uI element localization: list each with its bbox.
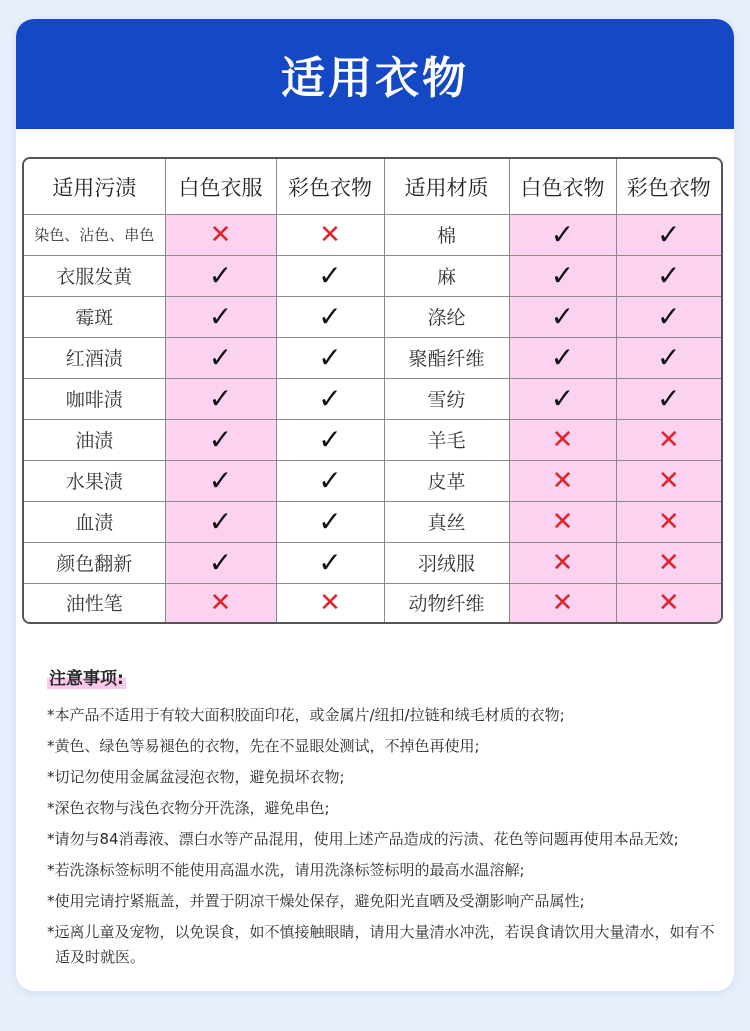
check-icon: ✓ [657, 340, 681, 374]
suitability-table-container [22, 157, 723, 624]
material-name-cell-cell: 羊毛 [384, 419, 509, 460]
note-item: *切记勿使用金属盆浸泡衣物，避免损坏衣物; [47, 768, 345, 786]
title-banner [16, 19, 734, 129]
material-color-mark-cell [616, 255, 721, 296]
table-header-row [24, 159, 721, 215]
stain-white-mark-cell [165, 337, 276, 378]
material-name-cell-cell: 动物纤维 [384, 583, 509, 622]
check-icon: ✓ [208, 463, 233, 497]
check-icon: ✓ [208, 299, 233, 333]
stain-name-cell-cell: 咖啡渍 [24, 378, 165, 419]
notes-section [47, 664, 719, 976]
page-title: 适用衣物 [281, 53, 469, 104]
suitability-table [24, 159, 721, 622]
table-row [24, 255, 721, 296]
material-white-mark-cell [509, 215, 616, 256]
note-item: *使用完请拧紧瓶盖，并置于阴凉干燥处保存，避免阳光直晒及受潮影响产品属性; [47, 892, 585, 910]
check-icon: ✓ [208, 258, 233, 292]
material-name-cell-cell: 真丝 [384, 501, 509, 542]
stain-color-mark-cell [276, 583, 384, 622]
stain-color-mark-cell [276, 255, 384, 296]
material-color-mark-cell [616, 215, 721, 256]
stain-name-cell-cell: 衣服发黄 [24, 255, 165, 296]
notes-list [47, 703, 719, 970]
stain-name-cell-cell: 染色、沾色、串色 [24, 215, 165, 256]
material-color-mark-cell [616, 378, 721, 419]
cross-icon: ✕ [551, 547, 574, 578]
note-item: *深色衣物与浅色衣物分开洗涤，避免串色; [47, 799, 330, 817]
material-color-mark-cell [616, 460, 721, 501]
material-white-mark-cell [509, 542, 616, 583]
table-row [24, 215, 721, 256]
check-icon: ✓ [208, 340, 233, 374]
cross-icon: ✕ [551, 506, 574, 537]
check-icon: ✓ [550, 340, 575, 374]
table-row [24, 542, 721, 583]
note-item: *远离儿童及宠物，以免误食，如不慎接触眼睛，请用大量清水冲洗，若误食请饮用大量清水，如有不适及时就医。 [47, 923, 715, 966]
stain-name-cell-cell: 油渍 [24, 419, 165, 460]
cross-icon: ✕ [551, 465, 574, 496]
stain-name-cell-cell: 霉斑 [24, 296, 165, 337]
cross-icon: ✕ [551, 424, 574, 455]
header-colored-clothes: 彩色衣物 [276, 159, 384, 215]
table-row [24, 583, 721, 622]
stain-white-mark-cell [165, 460, 276, 501]
material-color-mark-cell [616, 296, 721, 337]
stain-white-mark-cell [165, 378, 276, 419]
stain-color-mark-cell [276, 542, 384, 583]
note-item: *黄色、绿色等易褪色的衣物，先在不显眼处测试，不掉色再使用; [47, 737, 480, 755]
material-name-cell-cell: 皮革 [384, 460, 509, 501]
check-icon: ✓ [208, 422, 233, 456]
stain-color-mark-cell [276, 296, 384, 337]
check-icon: ✓ [657, 299, 681, 333]
stain-name-cell-cell: 颜色翻新 [24, 542, 165, 583]
stain-color-mark-cell [276, 378, 384, 419]
stain-white-mark-cell [165, 215, 276, 256]
table-row [24, 419, 721, 460]
stain-color-mark-cell [276, 419, 384, 460]
check-icon: ✓ [657, 217, 681, 251]
header-applicable-materials: 适用材质 [384, 159, 509, 215]
check-icon: ✓ [318, 422, 342, 456]
header-white-garments: 白色衣物 [509, 159, 616, 215]
material-name-cell-cell: 雪纺 [384, 378, 509, 419]
stain-white-mark-cell [165, 583, 276, 622]
check-icon: ✓ [657, 258, 681, 292]
stain-white-mark-cell [165, 419, 276, 460]
material-white-mark-cell [509, 378, 616, 419]
content-card [16, 19, 734, 991]
notes-title: 注意事项: [47, 664, 126, 689]
cross-icon: ✕ [657, 465, 680, 496]
check-icon: ✓ [657, 381, 681, 415]
note-item: *请勿与84消毒液、漂白水等产品混用，使用上述产品造成的污渍、花色等问题再使用本品无效; [47, 830, 679, 848]
check-icon: ✓ [318, 340, 342, 374]
check-icon: ✓ [550, 217, 575, 251]
check-icon: ✓ [208, 504, 233, 538]
check-icon: ✓ [318, 545, 342, 579]
cross-icon: ✕ [209, 587, 232, 618]
stain-white-mark-cell [165, 501, 276, 542]
note-item: *若洗涤标签标明不能使用高温水洗，请用洗涤标签标明的最高水温溶解; [47, 861, 525, 879]
cross-icon: ✕ [657, 587, 680, 618]
material-white-mark-cell [509, 255, 616, 296]
stain-white-mark-cell [165, 255, 276, 296]
check-icon: ✓ [208, 545, 233, 579]
stain-white-mark-cell [165, 296, 276, 337]
stain-name-cell-cell: 油性笔 [24, 583, 165, 622]
material-color-mark-cell [616, 542, 721, 583]
material-name-cell-cell: 羽绒服 [384, 542, 509, 583]
table-row [24, 337, 721, 378]
stain-color-mark-cell [276, 215, 384, 256]
check-icon: ✓ [318, 258, 342, 292]
check-icon: ✓ [550, 299, 575, 333]
stain-name-cell-cell: 水果渍 [24, 460, 165, 501]
material-name-cell-cell: 涤纶 [384, 296, 509, 337]
material-white-mark-cell [509, 337, 616, 378]
material-white-mark-cell [509, 419, 616, 460]
table-row [24, 501, 721, 542]
check-icon: ✓ [318, 463, 342, 497]
material-white-mark-cell [509, 296, 616, 337]
cross-icon: ✕ [657, 424, 680, 455]
header-white-clothes: 白色衣服 [165, 159, 276, 215]
check-icon: ✓ [550, 258, 575, 292]
material-color-mark-cell [616, 583, 721, 622]
material-color-mark-cell [616, 501, 721, 542]
cross-icon: ✕ [551, 587, 574, 618]
material-white-mark-cell [509, 501, 616, 542]
material-name-cell-cell: 棉 [384, 215, 509, 256]
cross-icon: ✕ [209, 219, 232, 250]
material-color-mark-cell [616, 419, 721, 460]
material-name-cell-cell: 聚酯纤维 [384, 337, 509, 378]
table-row [24, 460, 721, 501]
stain-name-cell-cell: 血渍 [24, 501, 165, 542]
check-icon: ✓ [550, 381, 575, 415]
check-icon: ✓ [208, 381, 233, 415]
cross-icon: ✕ [657, 547, 680, 578]
stain-color-mark-cell [276, 501, 384, 542]
header-applicable-stains: 适用污渍 [24, 159, 165, 215]
header-colored-garments: 彩色衣物 [616, 159, 721, 215]
note-item: *本产品不适用于有较大面积胶面印花，或金属片/纽扣/拉链和绒毛材质的衣物; [47, 706, 565, 724]
check-icon: ✓ [318, 381, 342, 415]
cross-icon: ✕ [319, 219, 341, 250]
cross-icon: ✕ [319, 587, 341, 618]
table-body [24, 215, 721, 623]
check-icon: ✓ [318, 504, 342, 538]
material-color-mark-cell [616, 337, 721, 378]
cross-icon: ✕ [657, 506, 680, 537]
check-icon: ✓ [318, 299, 342, 333]
material-white-mark-cell [509, 460, 616, 501]
stain-color-mark-cell [276, 337, 384, 378]
table-row [24, 378, 721, 419]
material-name-cell-cell: 麻 [384, 255, 509, 296]
stain-name-cell-cell: 红酒渍 [24, 337, 165, 378]
stain-color-mark-cell [276, 460, 384, 501]
table-row [24, 296, 721, 337]
stain-white-mark-cell [165, 542, 276, 583]
material-white-mark-cell [509, 583, 616, 622]
